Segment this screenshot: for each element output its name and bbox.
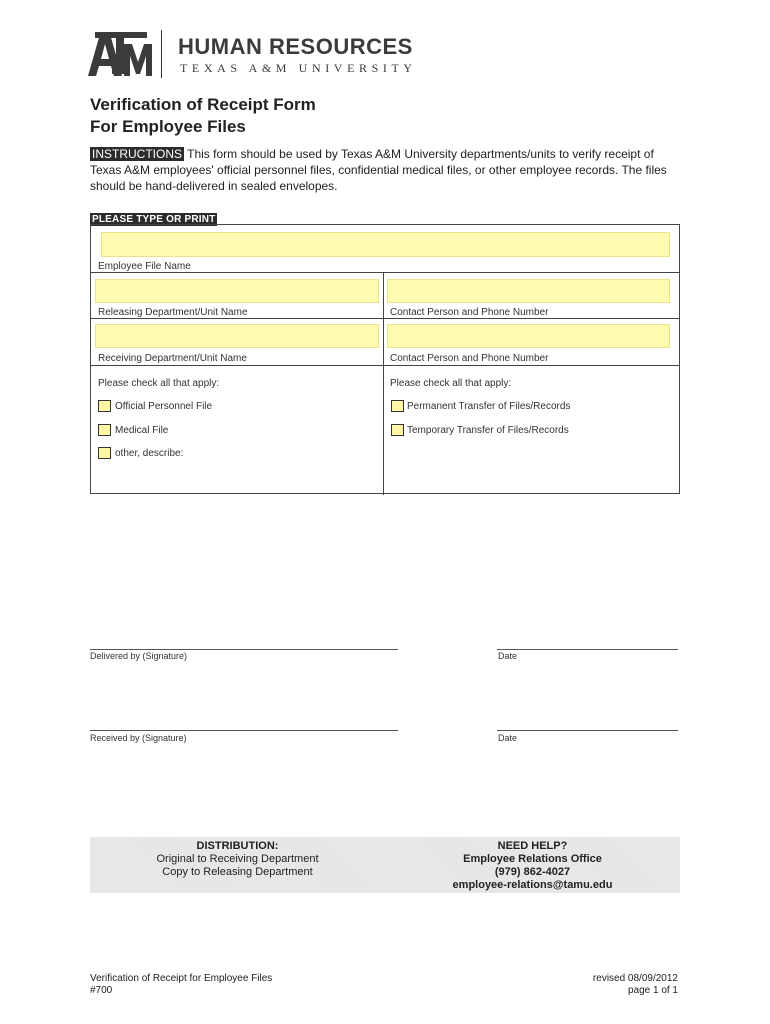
help-office: Employee Relations Office: [463, 853, 602, 865]
other-label: other, describe:: [115, 448, 184, 459]
permanent-transfer-checkbox[interactable]: [391, 400, 404, 412]
instructions-label: INSTRUCTIONS: [92, 147, 182, 161]
delivered-date-line[interactable]: [497, 649, 678, 650]
form-subtitle: For Employee Files: [90, 117, 246, 136]
check-prompt-right: Please check all that apply:: [390, 378, 512, 389]
receiving-department-label: Receiving Department/Unit Name: [98, 353, 247, 364]
delivered-by-signature-line[interactable]: [90, 649, 398, 650]
receiving-department-field[interactable]: [95, 324, 379, 348]
delivered-date-label: Date: [498, 651, 518, 661]
received-by-signature-line[interactable]: [90, 730, 398, 731]
medical-file-label: Medical File: [115, 425, 169, 436]
footer-revised: revised 08/09/2012: [592, 973, 678, 984]
distribution-line: Original to Receiving Department: [156, 853, 319, 865]
help-phone: (979) 862-4027: [494, 866, 571, 878]
delivered-by-label: Delivered by (Signature): [90, 651, 188, 661]
distribution-heading: DISTRIBUTION:: [196, 840, 279, 852]
releasing-department-field[interactable]: [95, 279, 379, 303]
temporary-transfer-checkbox[interactable]: [391, 424, 404, 436]
row-divider: [91, 365, 679, 366]
temporary-transfer-label: Temporary Transfer of Files/Records: [407, 425, 569, 436]
medical-file-checkbox[interactable]: [98, 424, 111, 436]
footer-right: [593, 973, 678, 997]
employee-file-name-label: Employee File Name: [98, 261, 191, 272]
releasing-department-label: Releasing Department/Unit Name: [98, 307, 248, 318]
tamu-logo-icon: [86, 30, 156, 80]
row-divider: [91, 272, 679, 273]
info-box: [90, 837, 680, 893]
department-name: HUMAN RESOURCES: [178, 34, 413, 59]
official-personnel-file-checkbox[interactable]: [98, 400, 111, 412]
other-checkbox[interactable]: [98, 447, 111, 459]
section-label: PLEASE TYPE OR PRINT: [92, 214, 216, 225]
footer-left: [90, 973, 272, 997]
help-email[interactable]: employee-relations@tamu.edu: [452, 879, 613, 891]
logo-divider: [161, 30, 162, 78]
receiving-contact-label: Contact Person and Phone Number: [390, 353, 549, 364]
releasing-contact-field[interactable]: [387, 279, 670, 303]
official-personnel-file-label: Official Personnel File: [115, 401, 213, 412]
received-by-label: Received by (Signature): [90, 733, 187, 743]
distribution-block: [110, 840, 365, 879]
help-heading: NEED HELP?: [497, 840, 568, 852]
distribution-line: Copy to Releasing Department: [162, 866, 313, 878]
received-date-line[interactable]: [497, 730, 678, 731]
footer-page: page 1 of 1: [627, 985, 678, 996]
help-block: [420, 840, 645, 892]
instructions: [90, 146, 680, 194]
releasing-contact-label: Contact Person and Phone Number: [390, 307, 549, 318]
receiving-contact-field[interactable]: [387, 324, 670, 348]
check-prompt-left: Please check all that apply:: [98, 378, 220, 389]
instructions-text: This form should be used by Texas A&M University departments/units to verify receipt of Texas A&M employees' official personnel files, confidential medical files, or other employee records. The files should be hand-delivered in sealed envelopes.: [90, 147, 667, 193]
employee-file-name-field[interactable]: [101, 232, 670, 257]
received-date-label: Date: [498, 733, 518, 743]
permanent-transfer-label: Permanent Transfer of Files/Records: [407, 401, 571, 412]
form-title: Verification of Receipt Form: [90, 95, 316, 114]
form-box: [90, 224, 680, 494]
footer-form-number: #700: [90, 985, 113, 996]
column-divider: [383, 272, 384, 495]
footer-form-name: Verification of Receipt for Employee Files: [90, 973, 273, 984]
university-name: TEXAS A&M UNIVERSITY: [180, 61, 417, 75]
row-divider: [91, 318, 679, 319]
